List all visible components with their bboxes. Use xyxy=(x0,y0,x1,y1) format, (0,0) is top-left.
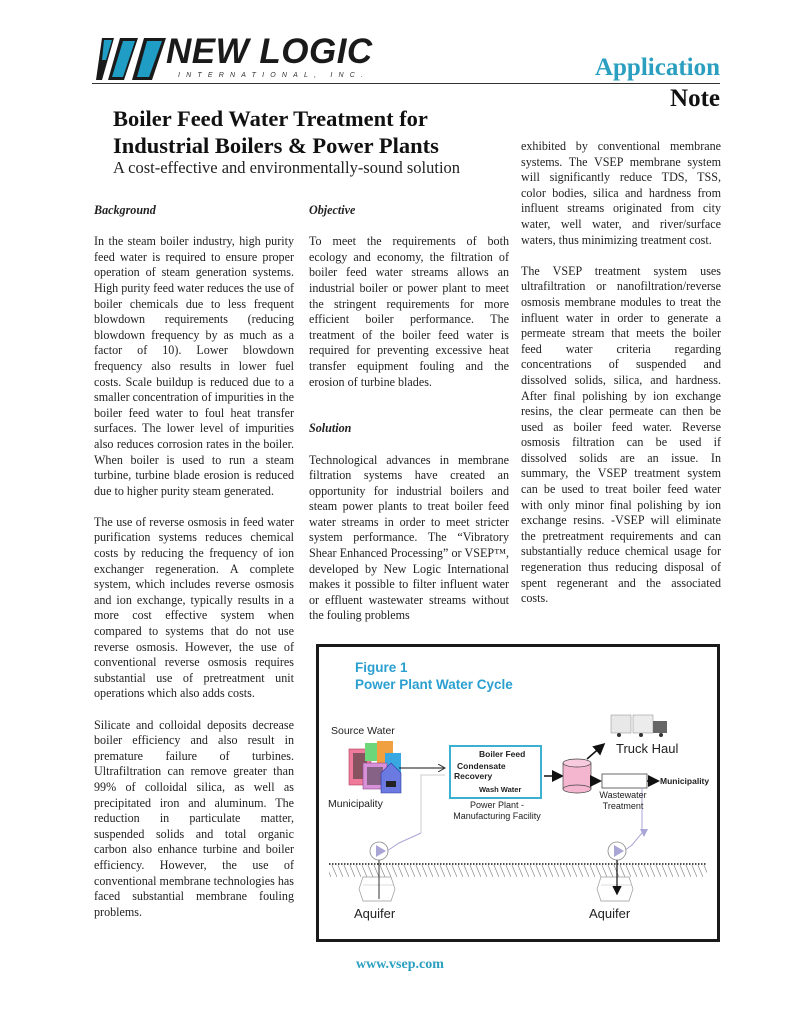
storage-tank-icon xyxy=(563,759,591,793)
label-condensate: Condensate xyxy=(457,761,506,771)
column-objective-solution xyxy=(309,203,509,640)
paragraph: Technological advances in membrane filtration systems have created an opportunity for industrial boilers and steam power plants to treat boiler feed water streams in order to meet stricter system performance. The “Vibratory Shear Enhanced Processing” or VSEP™, developed by New Logic International makes it possible to filter influent water or effluent wastewater streams without the fouling problems xyxy=(309,452,509,623)
column-background xyxy=(94,203,294,936)
label-boiler-feed: Boiler Feed xyxy=(479,749,526,759)
wastewater-treatment-box xyxy=(602,774,647,788)
label-aquifer-right: Aquifer xyxy=(589,906,631,921)
doc-type-note: Note xyxy=(670,85,720,112)
column-solution-continued xyxy=(521,139,721,622)
figure-caption: Power Plant Water Cycle xyxy=(355,677,513,692)
label-wastewater-line1: Wastewater xyxy=(599,790,647,800)
paragraph: exhibited by conventional membrane systems. The VSEP membrane system will significantly reduce TDS, TSS, color bodies, silica and hardness from influent streams originated from city water, well water, and river/surface waters, thus minimizing treatment cost. xyxy=(521,139,721,247)
label-wastewater-line2: Treatment xyxy=(602,801,644,811)
figure-water-cycle xyxy=(316,644,720,942)
buildings-icon xyxy=(349,741,401,793)
logo-slashes-icon xyxy=(92,36,170,82)
figure-number: Figure 1 xyxy=(355,660,408,675)
label-power-plant xyxy=(447,800,547,822)
paragraph: Silicate and colloidal deposits decrease boiler efficiency and also result in premature failure of turbines. Ultrafiltration can remove greater than 99% of colloidal silica, as well as precipitated iron and aluminum. The reduction in particulate matter, suspended solids and total organic carbon also enhance turbine and boiler efficiency. However, the use of conventional membrane technologies has faced substantial membrane fouling problems. xyxy=(94,717,294,919)
paragraph: To meet the requirements of both ecology and economy, the filtration of boiler feed water streams allows an industrial boiler or power plant to meet the stringent requirements for more efficient boiler performance. The treatment of the boiler feed water is required for preventing excessive heat transfer equipment fouling and the erosion of turbine blades. xyxy=(309,234,509,389)
label-wash-water: Wash Water xyxy=(479,785,522,794)
section-heading-objective: Objective xyxy=(309,203,356,217)
footer-website-link[interactable]: www.vsep.com xyxy=(356,957,444,972)
pump-icon xyxy=(370,842,388,860)
label-truck-haul: Truck Haul xyxy=(616,741,679,756)
label-wastewater-treatment xyxy=(595,790,651,812)
page-subtitle: A cost-effective and environmentally-sound solution xyxy=(113,158,461,177)
paragraph: The use of reverse osmosis in feed water purification systems reduces chemical costs by reducing the frequency of ion exchanger regeneration. A complete system, which includes reverse osmosis and ion exchange, typically results in a more cost effective system when compared to systems that do not use reverse osmosis. However, the use of conventional reverse osmosis requires substantial use of pretreatment unit operations which also adds costs. xyxy=(94,514,294,701)
paragraph: In the steam boiler industry, high purity feed water is required to ensure proper operation of steam generation systems. High purity feed water reduces the use of boiler chemicals due to less frequent blowdown requirements (reducing blowdown frequency by as much as a factor of 10). Lower blowdown frequency also results in lower fuel costs. Scale buildup is reduced due to a smaller concentration of impurities in the boiler feed water to foul heat transfer surfaces. The lower level of impurities also reduces corrosion rates in the boiler. When boiler is used to run a steam turbine, turbine blade erosion is reduced due to higher purity steam generated. xyxy=(94,234,294,498)
label-recovery: Recovery xyxy=(454,771,493,781)
label-source-water: Source Water xyxy=(331,725,395,737)
section-heading-background: Background xyxy=(94,203,156,217)
label-aquifer-left: Aquifer xyxy=(354,906,396,921)
paragraph: The VSEP treatment system uses ultrafiltration or nanofiltration/reverse osmosis membrane modules to treat the influent water in order to generate a permeate stream that meets the boiler feed water criteria regarding concentrations of suspended and dissolved solids, silica, and hardness. After final polishing by ion exchange resins, the clear permeate can then be used as boiler feed water. Reverse osmosis filtration can be used if dissolved solids are an issue. In summary, the VSEP treatment system can be used to treat boiler feed water with only minor final polishing by ion exchange resins. -VSEP will eliminate the pretreatment requirements and can substantially reduce chemical usage for regeneration thus reducing disposal of spent regenerant and the associated costs. xyxy=(521,263,721,606)
page-title-line1: Boiler Feed Water Treatment for xyxy=(113,106,428,131)
header-rule xyxy=(92,83,720,84)
label-power-plant-line1: Power Plant - xyxy=(469,800,525,810)
company-logo xyxy=(92,32,392,86)
doc-type-application: Application xyxy=(594,54,720,81)
label-municipality-right: Municipality xyxy=(660,776,710,786)
label-power-plant-line2: Manufacturing Facility xyxy=(453,811,541,821)
page-title xyxy=(113,105,439,159)
logo-wordmark: NEW LOGIC xyxy=(166,32,373,71)
pump-icon xyxy=(608,842,626,860)
logo-tagline: INTERNATIONAL, INC. xyxy=(178,72,370,79)
truck-icon xyxy=(611,715,667,737)
label-municipality-left: Municipality xyxy=(328,798,383,810)
page-title-line2: Industrial Boilers & Power Plants xyxy=(113,133,439,158)
section-heading-solution: Solution xyxy=(309,421,352,436)
